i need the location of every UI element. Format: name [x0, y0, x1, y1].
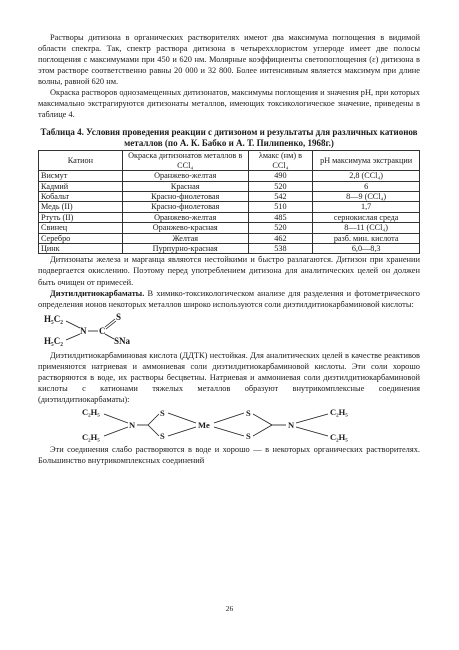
- formula-ethyl-top: H₅C₂: [44, 313, 63, 324]
- svg-text:N: N: [129, 419, 136, 430]
- cell-ph: разб. мин. кислота: [313, 233, 420, 243]
- cell-color: Желтая: [122, 233, 248, 243]
- svg-text:C₂H₅: C₂H₅: [82, 406, 100, 417]
- formula-carbon: C: [99, 325, 106, 336]
- formula-ethyl-bottom: H₅C₂: [44, 335, 63, 346]
- paragraph-table-ref: Окраска растворов однозамещенных дитизонатов, максимумы поглощения и значения pH, при которых максимально экстрагируются дитизонаты металлов, имеющих токсикологическое значение, приведены в таблице 4.: [38, 88, 420, 120]
- cell-ph: 6,0—8,3: [313, 244, 420, 254]
- svg-text:N: N: [288, 419, 295, 430]
- cell-cation: Кобальт: [39, 192, 123, 202]
- cell-color: Красно-фиолетовая: [122, 202, 248, 212]
- cell-color: Красно-фиолетовая: [122, 192, 248, 202]
- table-row: [39, 233, 420, 243]
- svg-text:S: S: [246, 407, 251, 418]
- cell-color: Оранжево-красная: [122, 223, 248, 233]
- cell-color: Оранжево-желтая: [122, 171, 248, 181]
- formula-sulfur: S: [116, 311, 122, 322]
- cell-lambda: 510: [248, 202, 313, 212]
- cell-ph: 6: [313, 181, 420, 191]
- paragraph-ddtc: [38, 288, 420, 310]
- svg-text:S: S: [246, 430, 251, 441]
- formula-sodium-ddtc: [38, 310, 420, 350]
- cell-lambda: 485: [248, 212, 313, 222]
- formula-sodium-ddtc-graphic: [38, 310, 158, 350]
- formula-nitrogen: N: [80, 325, 87, 336]
- table-body: [39, 171, 420, 254]
- cell-cation: Ртуть (II): [39, 212, 123, 222]
- paragraph-intro: Растворы дитизона в органических растворителях имеют два максимума поглощения в видимой области спектра. Так, спектр раствора дитизона в четыреххлористом углероде имеет две полосы поглощения с максимумами при 450 и 620 нм. Молярные коэффициенты светопоглощения (ε) дитизона в этом растворе соответственно равны 20 000 и 32 800. Более интенсивным является максимум при длине волны, равной 620 нм.: [38, 33, 420, 87]
- svg-text:S: S: [160, 407, 165, 418]
- cell-cation: Цинк: [39, 244, 123, 254]
- svg-text:C₂H₅: C₂H₅: [330, 431, 348, 442]
- table-row: [39, 202, 420, 212]
- table-row: [39, 223, 420, 233]
- formula-metal-complex-graphic: [38, 405, 420, 444]
- cell-cation: Кадмий: [39, 181, 123, 191]
- table-row: [39, 244, 420, 254]
- page-number: 26: [225, 604, 234, 613]
- header-ph: pH максимума экстракции: [313, 151, 420, 171]
- cell-cation: Свинец: [39, 223, 123, 233]
- cell-cation: Серебро: [39, 233, 123, 243]
- table-caption: Таблица 4. Условия проведения реакции с дитизоном и результаты для различных катионов металлов (по А. К. Бабко и А. Т. Пилипенко, 1968г.): [40, 127, 418, 149]
- formula-sna: SNa: [114, 335, 131, 346]
- table-row: [39, 181, 420, 191]
- svg-text:S: S: [160, 430, 165, 441]
- cell-ph: сернокислая среда: [313, 212, 420, 222]
- svg-text:C₂H₅: C₂H₅: [82, 431, 100, 442]
- cell-ph: 2,8 (CCl₄): [313, 171, 420, 181]
- paragraph-ddtc-text: В химико-токсикологическом анализе для разделения и фотометрического определения ионов некоторых металлов широко используются соли диэтилдитиокарбаминовой кислоты:: [38, 288, 420, 309]
- cell-lambda: 538: [248, 244, 313, 254]
- table-row: [39, 171, 420, 181]
- cell-ph: 1,7: [313, 202, 420, 212]
- cell-ph: 8—11 (CCl₄): [313, 223, 420, 233]
- cell-lambda: 520: [248, 181, 313, 191]
- header-lambda: λмакс (нм) в CCl₄: [248, 151, 313, 171]
- cation-table: [38, 150, 420, 254]
- header-color: Окраска дитизонатов металлов в CCl₄: [122, 151, 248, 171]
- cell-lambda: 462: [248, 233, 313, 243]
- cell-cation: Медь (II): [39, 202, 123, 212]
- cell-lambda: 520: [248, 223, 313, 233]
- cell-lambda: 542: [248, 192, 313, 202]
- table-row: [39, 192, 420, 202]
- header-cation: Катион: [39, 151, 123, 171]
- cell-lambda: 490: [248, 171, 313, 181]
- cell-color: Красная: [122, 181, 248, 191]
- paragraph-solubility: Эти соединения слабо растворяются в воде и хорошо — в некоторых органических растворителях. Большинство внутрикомплексных соединений: [38, 444, 420, 465]
- cell-ph: 8—9 (CCl₄): [313, 192, 420, 202]
- table-row: [39, 212, 420, 222]
- formula-metal-complex: [38, 405, 420, 444]
- svg-text:C₂H₅: C₂H₅: [330, 406, 348, 417]
- paragraph-ddtc-salts: Диэтилдитиокарбаминовая кислота (ДДТК) нестойкая. Для аналитических целей в качестве реактивов применяются натриевая и аммониевая соли диэтилдитиокарбаминовой кислоты. Эти соли хорошо растворяются в воде, их растворы бесцветны. Натриевая и аммониевая соли диэтилдитиокарбаминовой кислоты с катионами тяжелых металлов образуют внутрикомплексные соединения (диэтилдитиокарбаматы):: [38, 350, 420, 404]
- section-heading: Диэтилдитиокарбаматы.: [50, 288, 145, 298]
- cell-color: Оранжево-желтая: [122, 212, 248, 222]
- paragraph-dithizonates: Дитизонаты железа и марганца являются нестойкими и быстро разлагаются. Дитизон при хранении подвергается окислению. Поэтому перед употреблением дитизона для аналитических целей он должен быть очищен от примесей.: [38, 255, 420, 287]
- cell-cation: Висмут: [39, 171, 123, 181]
- svg-text:Me: Me: [198, 419, 210, 430]
- cell-color: Пурпурно-красная: [122, 244, 248, 254]
- table-header-row: [39, 151, 420, 171]
- page-content: [38, 32, 420, 466]
